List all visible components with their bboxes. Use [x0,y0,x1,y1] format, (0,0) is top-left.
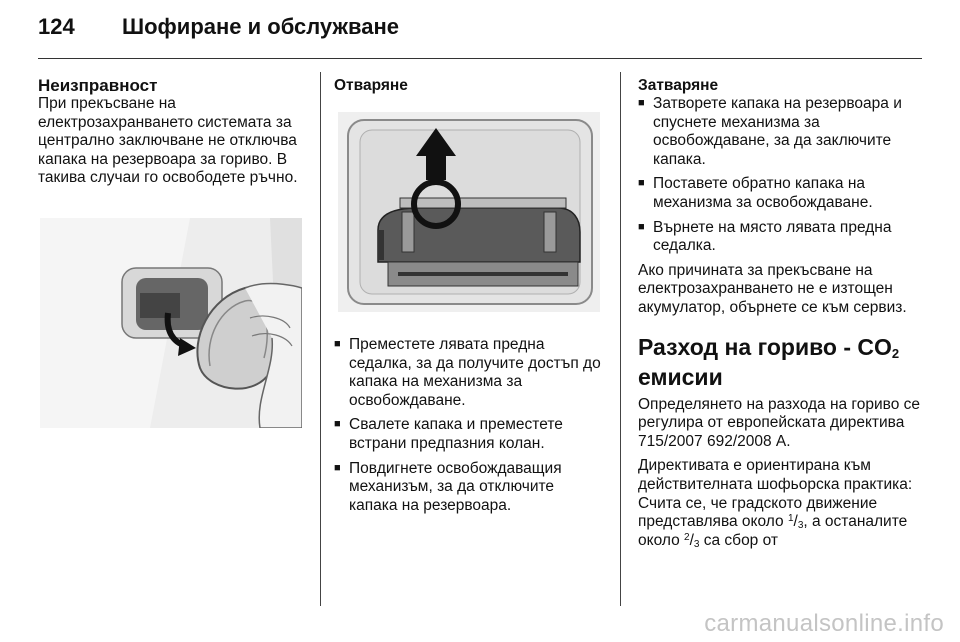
column-1 [38,76,308,194]
opening-step-list [334,336,606,515]
release-mechanism-illustration [338,112,600,312]
fuel-regulation-text: Определянето на разхода на гориво се регулира от европейската директива 715/2007 692/2008 A. [638,395,920,450]
directive-text: Директивата е ориентирана към действителната шофьорска практика: Счита се, че градското движение представлява около $^1/_3$, а останалите около $^2/_3$ са сбор от [638,457,913,550]
closing-step-list [638,95,922,256]
page-number: 124 [38,14,75,39]
column-2 [334,76,606,95]
directive-text-part: са сбор от [699,531,778,549]
fuel-consumption-title: Разход на гориво - CO [638,333,892,360]
fuel-consumption-title-line2: емисии [638,363,723,390]
fraction-denominator: 3 [693,538,700,550]
opening-step: ■ Свалете капака и преместете встрани предпазния колан. [334,416,606,453]
section-heading-malfunction: Неизправност [38,76,158,95]
section-heading-opening: Отваряне [334,77,408,94]
column-3 [638,76,922,556]
opening-step: ■ Повдигнете освобождаващия механизъм, за да отключите капака на резервоара. [334,460,606,516]
opening-step: ■ Преместете лявата предна седалка, за да получите достъп до капака на механизма за освобождаване. [334,336,606,410]
page-title: Шофиране и обслужване [122,14,400,39]
column-divider-1 [320,72,321,606]
co2-subscript: 2 [891,345,900,361]
directive-text-part: Директивата е ориентирана към действителната шофьорска практика: Счита се, че градското движение представлява около [638,457,913,531]
opening-steps [334,336,606,521]
column-divider-2 [620,72,621,606]
section-heading-closing: Затваряне [638,77,719,94]
fuel-flap-manual-release-illustration [40,218,302,428]
section-heading-fuel-consumption [638,332,922,392]
fraction-numerator: 2 [684,531,690,543]
closing-step: ■ Поставете обратно капака на механизма за освобождаване. [638,175,922,212]
watermark: carmanualsonline.info [704,610,944,637]
fraction-denominator: 3 [797,520,804,532]
directive-text-part: , а останалите около [638,513,908,549]
closing-step: ■ Затворете капака на резервоара и спуснете механизма за освобождаване, за да заключите капака. [638,95,922,169]
fraction-numerator: 1 [787,513,794,525]
header-rule [38,58,922,59]
malfunction-text: При прекъсване на електрозахранването системата за централно заключване не отключва капака на резервоара за гориво. В такива случаи го освободете ръчно. [38,95,298,187]
closing-step: ■ Върнете на място лявата предна седалка. [638,219,922,256]
page-header [38,14,922,48]
battery-note: Ако причината за прекъсване на електрозахранването не е изтощен акумулатор, обърнете се към сервиз. [638,261,907,316]
